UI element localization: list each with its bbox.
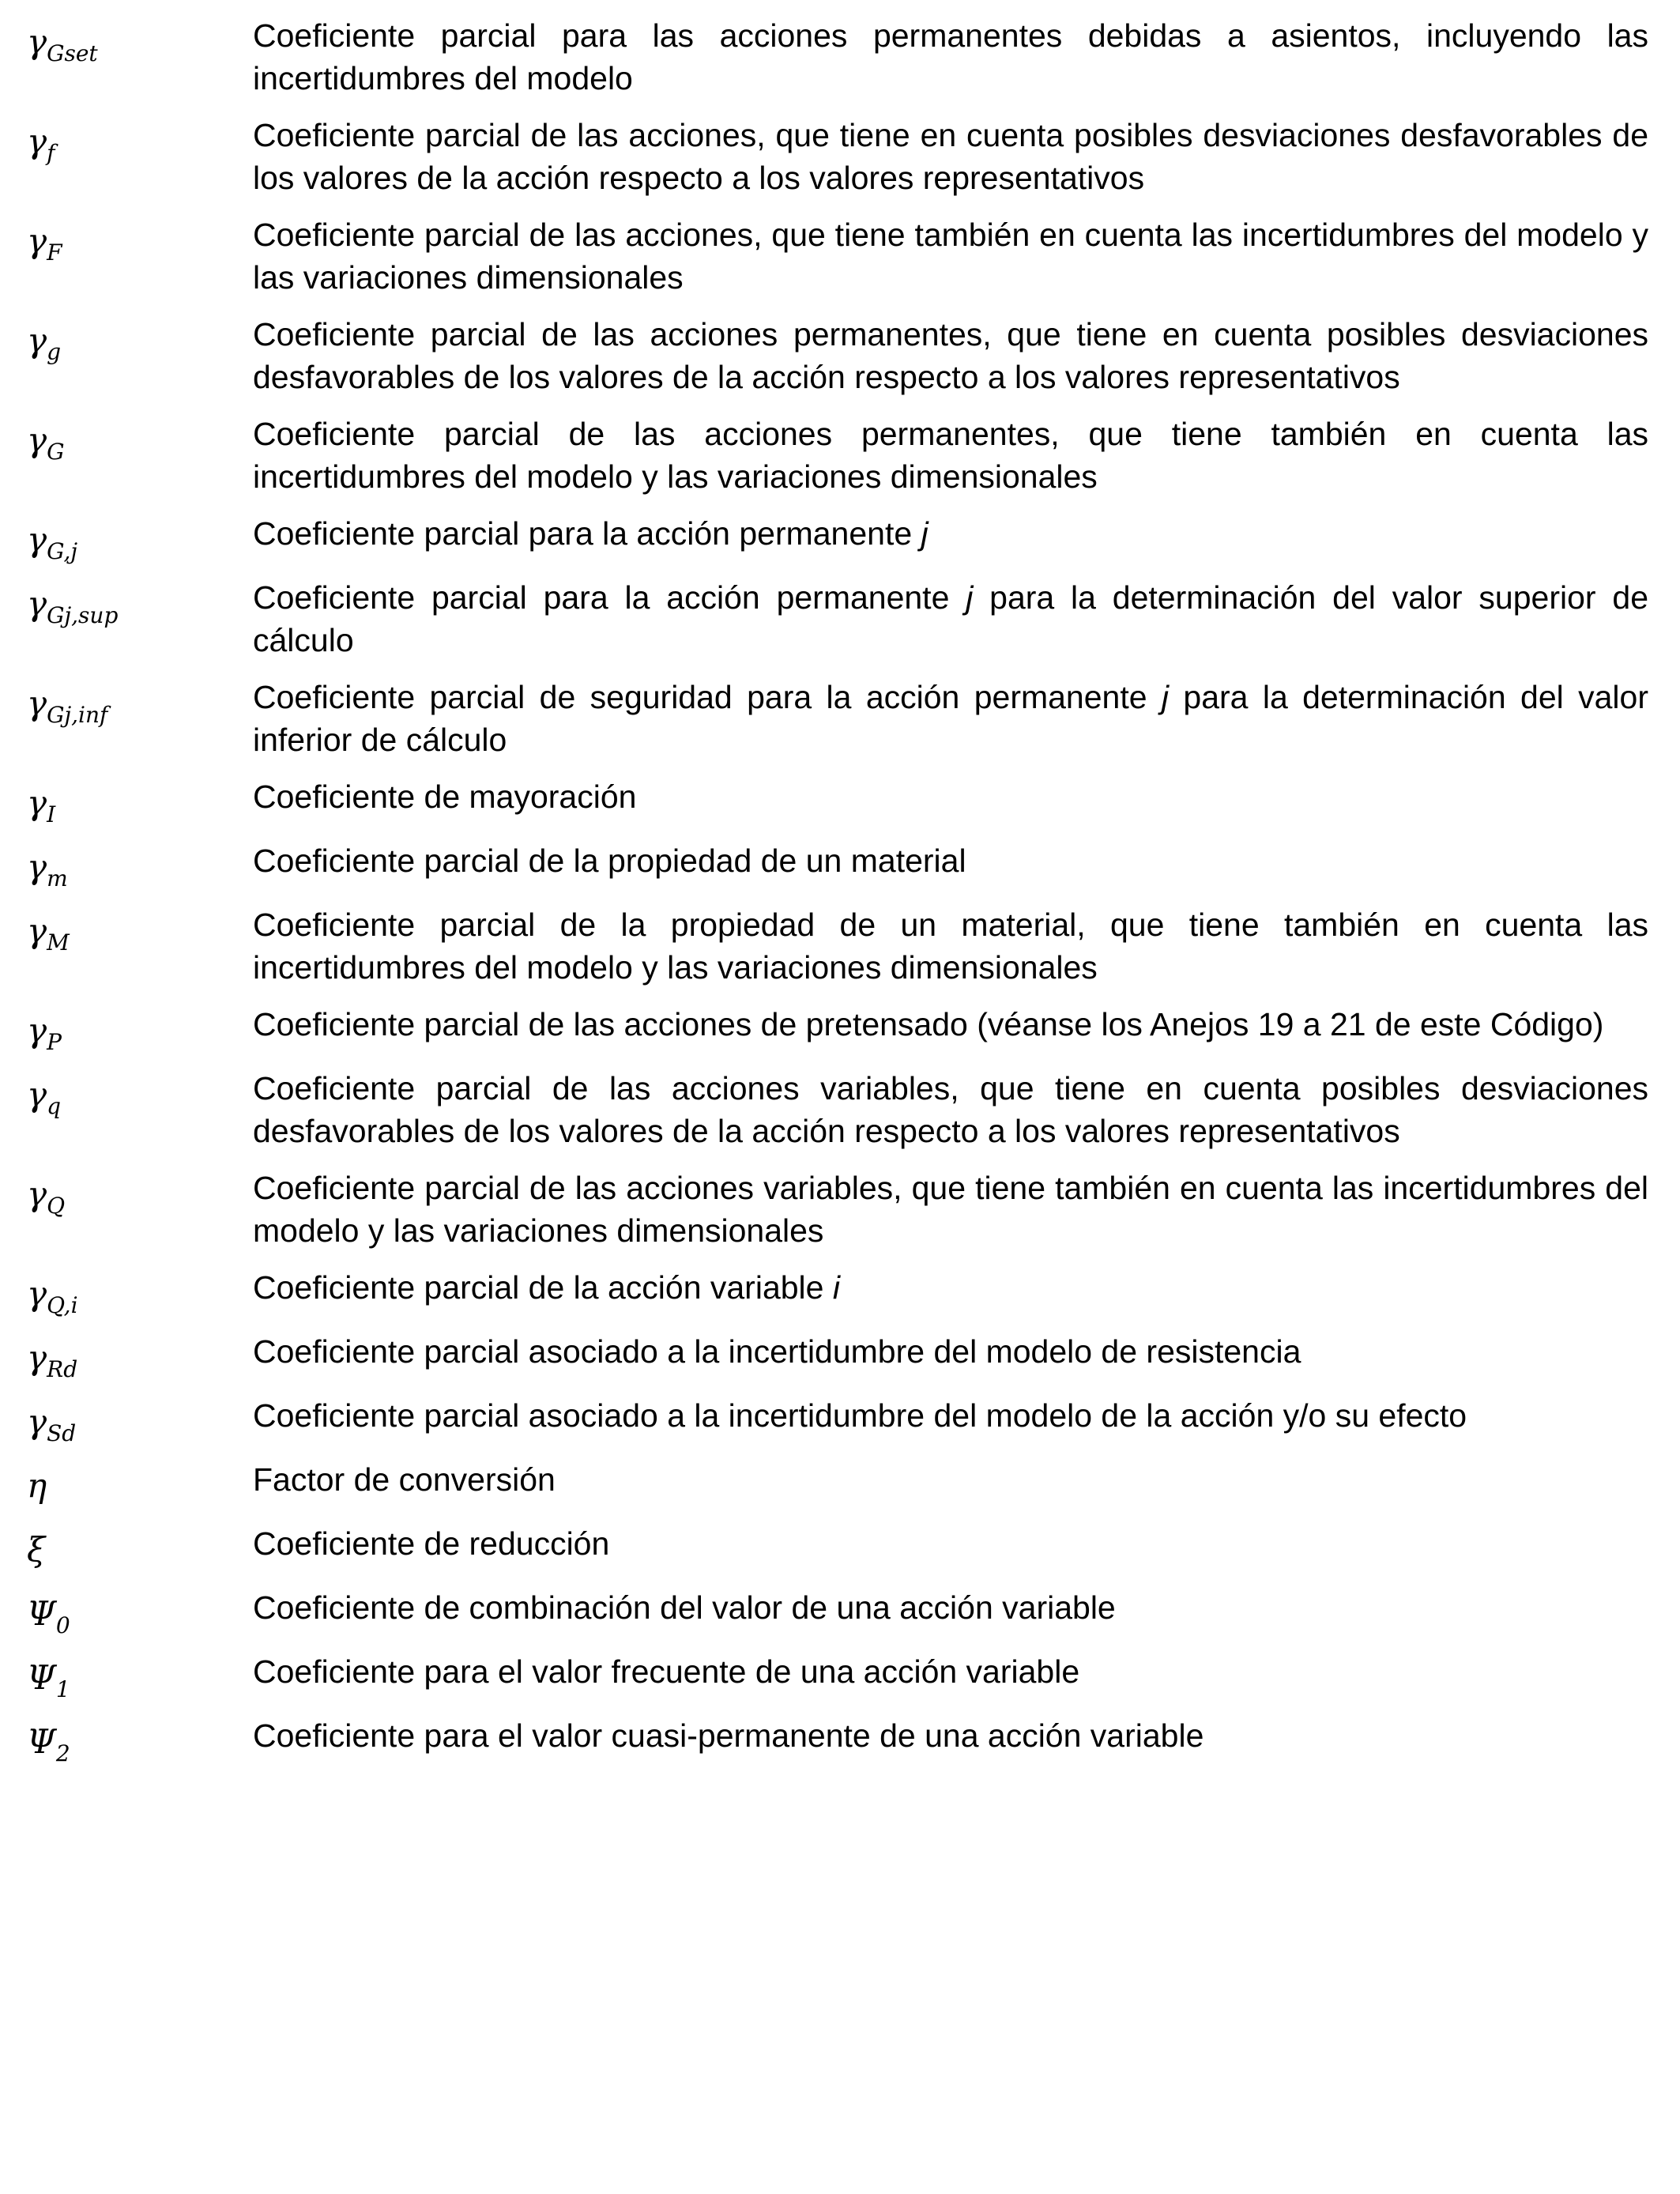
symbol-subscript: Gj,sup [47, 602, 119, 628]
definition-variable: j [966, 579, 974, 616]
definition-text: Coeficiente parcial para la acción permanente [253, 515, 921, 552]
symbol [27, 1458, 253, 1508]
symbol-subscript: f [47, 140, 55, 166]
glossary-entry [27, 1522, 1648, 1572]
symbol [27, 775, 253, 825]
definition [253, 1067, 1648, 1152]
definition-text: Coeficiente de reducción [253, 1525, 610, 1562]
symbol-subscript: Q [47, 1193, 66, 1219]
definition-text: Coeficiente parcial para la acción permanente [253, 579, 966, 616]
definition [253, 1522, 1648, 1565]
symbol-subscript: g [47, 339, 62, 365]
symbol [27, 839, 253, 892]
definition-text: Coeficiente parcial de las acciones, que tiene en cuenta posibles desviaciones desfavorables de los valores de la acción respecto a los valores representativos [253, 117, 1648, 196]
symbol-subscript: q [47, 1093, 62, 1119]
glossary-entry [27, 213, 1648, 299]
symbol [27, 512, 253, 562]
symbol [27, 676, 253, 726]
glossary-entry [27, 576, 1648, 662]
glossary-entry [27, 1714, 1648, 1764]
definition-text-continued: para la determinación del valor superior de cálculo [253, 579, 1648, 658]
symbol-base: γ [27, 783, 47, 822]
symbol-base: γ [27, 1402, 47, 1441]
definition-text: Coeficiente parcial de seguridad para la acción permanente [253, 679, 1162, 715]
symbol-base: γ [27, 1274, 47, 1313]
definition [253, 114, 1648, 199]
symbol-base: γ [27, 520, 47, 559]
symbol [27, 1586, 253, 1636]
symbol [27, 576, 253, 626]
symbol-base: γ [27, 684, 47, 722]
definition [253, 213, 1648, 299]
symbol-subscript: 0 [55, 1612, 70, 1638]
symbol-subscript: M [47, 929, 70, 956]
glossary-entry [27, 14, 1648, 100]
symbol-base: γ [27, 420, 47, 459]
definition [253, 1003, 1648, 1046]
symbol [27, 1330, 253, 1380]
symbol-base: Ψ [27, 1594, 56, 1633]
symbol [27, 213, 253, 266]
definition [253, 413, 1648, 498]
glossary-entry [27, 1330, 1648, 1380]
symbol-base: γ [27, 584, 47, 623]
definition [253, 1714, 1648, 1757]
symbol-subscript: G [47, 439, 65, 465]
glossary-entry [27, 1650, 1648, 1700]
definition [253, 1650, 1648, 1693]
definition-text: Coeficiente para el valor cuasi-permanente de una acción variable [253, 1717, 1204, 1754]
symbol [27, 14, 253, 64]
symbol-subscript: 1 [55, 1676, 70, 1702]
symbol [27, 903, 253, 956]
symbol-subscript: 2 [55, 1740, 70, 1766]
symbol [27, 413, 253, 465]
glossary-entry [27, 1586, 1648, 1636]
symbol-subscript: Gj,inf [47, 702, 108, 728]
glossary-entry [27, 775, 1648, 825]
symbol [27, 1067, 253, 1117]
symbol-subscript: P [47, 1029, 62, 1055]
glossary-entry [27, 1458, 1648, 1508]
symbol-base: Ψ [27, 1658, 56, 1697]
definition-text: Coeficiente parcial asociado a la incertidumbre del modelo de resistencia [253, 1333, 1301, 1370]
symbol-base: γ [27, 321, 47, 360]
symbol [27, 1266, 253, 1316]
definition-text: Coeficiente para el valor frecuente de una acción variable [253, 1653, 1080, 1690]
symbol-base: γ [27, 122, 47, 160]
glossary-entry [27, 903, 1648, 989]
symbol-subscript: m [47, 865, 68, 892]
definition [253, 775, 1648, 818]
definition-text-continued: para la determinación del valor inferior de cálculo [253, 679, 1648, 758]
definition [253, 576, 1648, 662]
glossary-entry [27, 413, 1648, 498]
glossary-entry [27, 676, 1648, 761]
definition-text: Coeficiente parcial de las acciones permanentes, que tiene en cuenta posibles desviaciones desfavorables de los valores de la acción respecto a los valores representativos [253, 316, 1648, 395]
symbol-subscript: Q,i [47, 1292, 78, 1318]
symbol-base: Ψ [27, 1722, 56, 1761]
glossary-entry [27, 512, 1648, 562]
definition-text: Coeficiente parcial para las acciones permanentes debidas a asientos, incluyendo las incertidumbres del modelo [253, 17, 1648, 96]
symbol [27, 1650, 253, 1700]
definition-text: Coeficiente parcial de las acciones de pretensado (véanse los Anejos 19 a 21 de este Código) [253, 1006, 1604, 1042]
definition-text: Coeficiente parcial de la propiedad de un material, que tiene también en cuenta las incertidumbres del modelo y las variaciones dimensionales [253, 907, 1648, 986]
symbol-subscript: Gset [47, 40, 98, 66]
symbol-subscript: G,j [47, 538, 78, 564]
glossary-entry [27, 1167, 1648, 1252]
symbol [27, 1714, 253, 1764]
symbol [27, 1167, 253, 1219]
symbol [27, 1003, 253, 1053]
definition [253, 512, 1648, 555]
glossary-entry [27, 313, 1648, 398]
definition [253, 1586, 1648, 1629]
definition [253, 1167, 1648, 1252]
definition-text: Coeficiente parcial de la propiedad de un material [253, 843, 966, 879]
definition [253, 839, 1648, 882]
symbol-base: γ [27, 1075, 47, 1114]
symbol [27, 114, 253, 164]
definition-text: Coeficiente de mayoración [253, 778, 637, 815]
definition [253, 1394, 1648, 1437]
symbol-base: γ [27, 22, 47, 61]
symbol [27, 313, 253, 363]
definition [253, 1458, 1648, 1501]
glossary-entry [27, 1394, 1648, 1444]
glossary-entry [27, 1266, 1648, 1316]
definition-text: Coeficiente parcial de las acciones variables, que tiene también en cuenta las incertidumbres del modelo y las variaciones dimensionales [253, 1170, 1648, 1249]
symbol-base: η [27, 1466, 47, 1505]
definition-variable: j [921, 515, 929, 552]
symbol-base: γ [27, 911, 47, 950]
definition [253, 313, 1648, 398]
definition-text: Coeficiente parcial de la acción variable [253, 1269, 833, 1306]
definition [253, 14, 1648, 100]
glossary-entry [27, 1003, 1648, 1053]
symbol-base: γ [27, 1174, 47, 1213]
definition [253, 903, 1648, 989]
glossary-entry [27, 1067, 1648, 1152]
symbol-subscript: Sd [47, 1420, 77, 1446]
symbol [27, 1394, 253, 1444]
symbol-base: γ [27, 221, 47, 260]
definition [253, 676, 1648, 761]
symbol-base: γ [27, 1338, 47, 1377]
symbol-subscript: F [47, 239, 62, 266]
symbol-base: γ [27, 847, 47, 886]
definition-text: Factor de conversión [253, 1461, 556, 1498]
symbol-subscript: I [47, 801, 56, 827]
symbol [27, 1522, 253, 1572]
symbol-subscript: Rd [47, 1356, 78, 1382]
definition [253, 1266, 1648, 1309]
definition-text: Coeficiente parcial de las acciones, que tiene también en cuenta las incertidumbres del modelo y las variaciones dimensionales [253, 217, 1648, 296]
definition-variable: j [1161, 679, 1170, 715]
definition-text: Coeficiente parcial de las acciones variables, que tiene en cuenta posibles desviaciones desfavorables de los valores de la acción respecto a los valores representativos [253, 1070, 1648, 1149]
definition [253, 1330, 1648, 1373]
glossary-entry [27, 114, 1648, 199]
symbol-glossary [27, 14, 1648, 1764]
symbol-base: ξ [27, 1530, 46, 1569]
definition-text: Coeficiente parcial asociado a la incertidumbre del modelo de la acción y/o su efecto [253, 1397, 1467, 1434]
definition-text: Coeficiente parcial de las acciones permanentes, que tiene también en cuenta las incertidumbres del modelo y las variaciones dimensionales [253, 416, 1648, 495]
glossary-entry [27, 839, 1648, 892]
definition-text: Coeficiente de combinación del valor de una acción variable [253, 1589, 1116, 1626]
definition-variable: i [832, 1269, 840, 1306]
symbol-base: γ [27, 1011, 47, 1050]
